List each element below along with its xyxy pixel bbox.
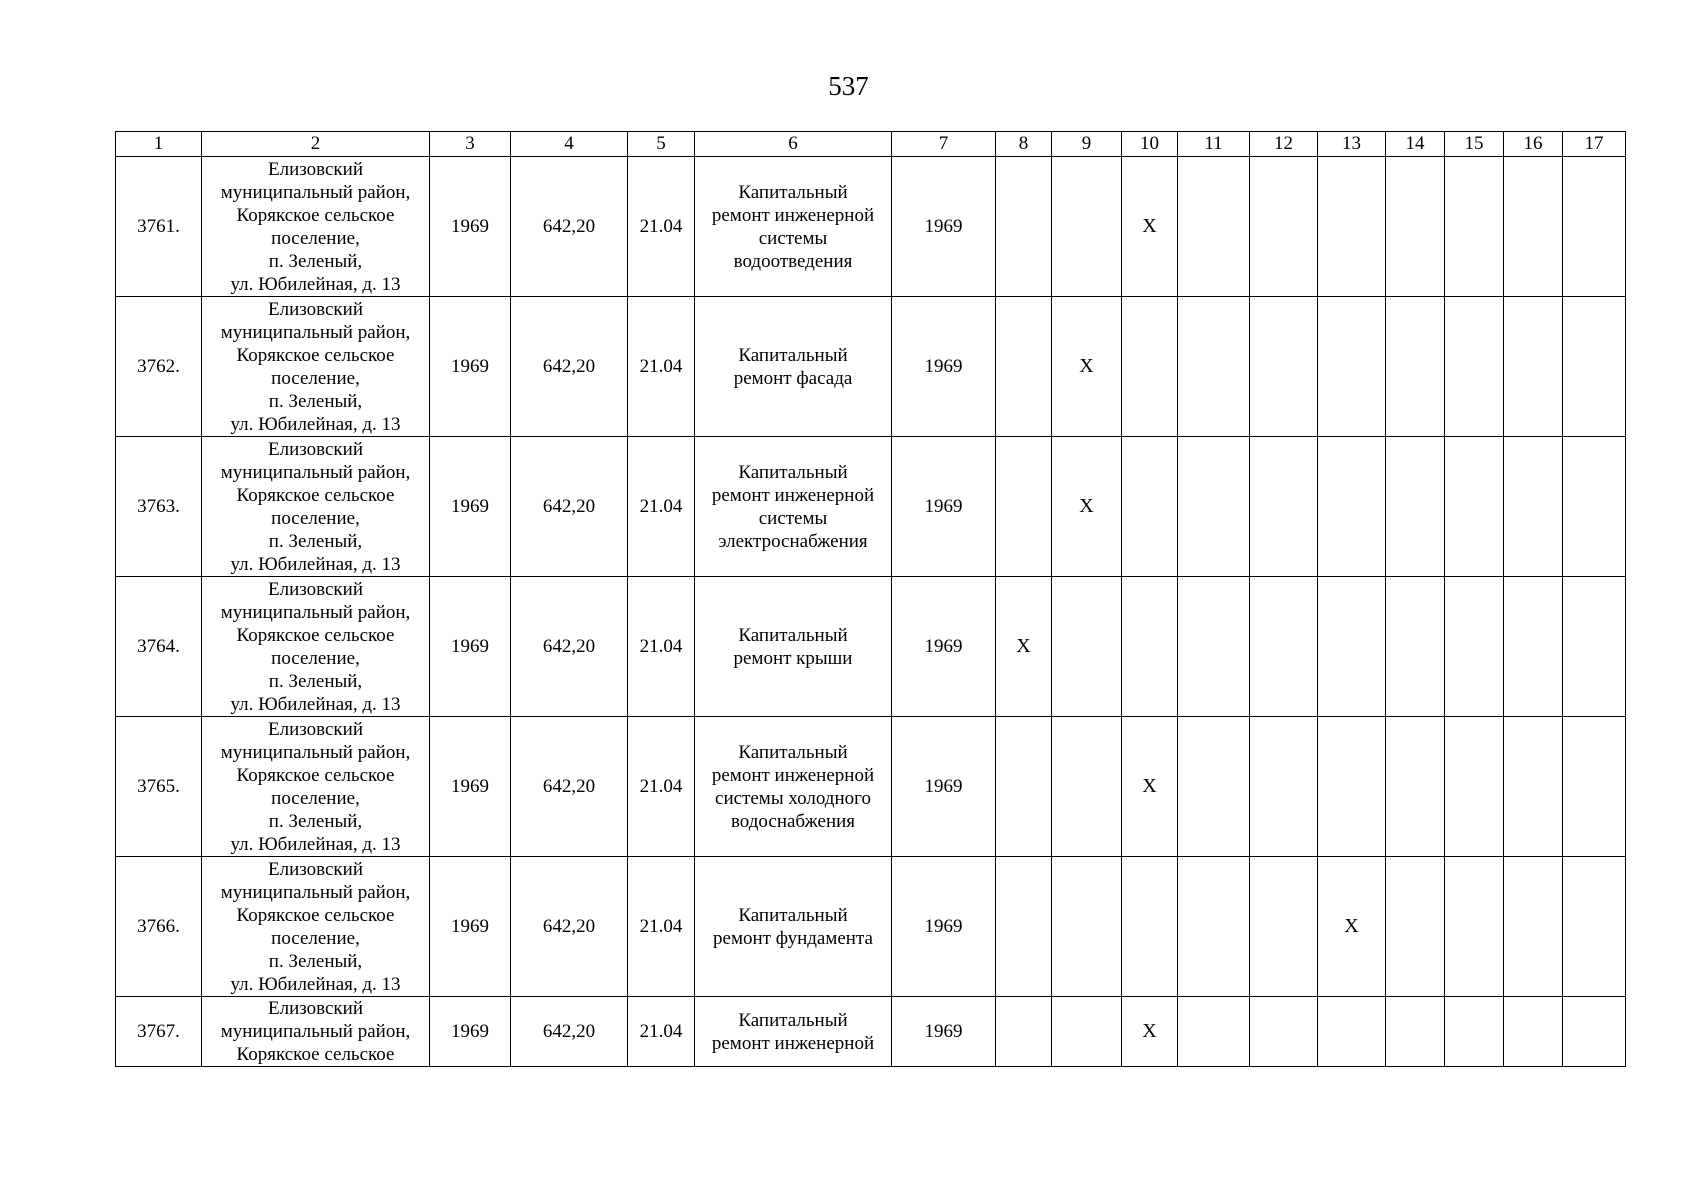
column-header: 14 [1386,132,1445,157]
table-header-row [116,132,1626,157]
column-12-cell [1250,577,1318,717]
column-15-cell [1445,297,1504,437]
percent-cell: 21.04 [628,577,695,717]
column-header: 5 [628,132,695,157]
column-11-cell [1178,857,1250,997]
area-cell: 642,20 [511,577,628,717]
table-row [116,857,1626,997]
column-header: 17 [1563,132,1626,157]
column-16-cell [1504,577,1563,717]
table-row [116,297,1626,437]
column-10-cell [1122,437,1178,577]
column-14-cell [1386,997,1445,1067]
table-body [116,157,1626,1067]
column-17-cell [1563,157,1626,297]
row-number-cell: 3764. [116,577,202,717]
column-header: 7 [892,132,996,157]
row-number-cell: 3763. [116,437,202,577]
column-header: 13 [1318,132,1386,157]
column-16-cell [1504,437,1563,577]
area-cell: 642,20 [511,997,628,1067]
row-number-cell: 3766. [116,857,202,997]
column-10-cell [1122,577,1178,717]
column-12-cell [1250,297,1318,437]
repair-year-cell: 1969 [892,297,996,437]
column-17-cell [1563,997,1626,1067]
table-row [116,997,1626,1067]
address-cell: Елизовский муниципальный район, Корякское сельское поселение, п. Зеленый, ул. Юбилейная, д. 13 [202,577,430,717]
row-number-cell: 3767. [116,997,202,1067]
work-type-cell: Капитальный ремонт инженерной системы холодного водоснабжения [695,717,892,857]
repair-year-cell: 1969 [892,997,996,1067]
address-cell: Елизовский муниципальный район, Корякское сельское поселение, п. Зеленый, ул. Юбилейная, д. 13 [202,157,430,297]
column-17-cell [1563,717,1626,857]
column-17-cell [1563,297,1626,437]
table-row [116,157,1626,297]
percent-cell: 21.04 [628,157,695,297]
address-cell: Елизовский муниципальный район, Корякское сельское [202,997,430,1067]
work-type-cell: Капитальный ремонт инженерной [695,997,892,1067]
column-8-cell [996,157,1052,297]
column-15-cell [1445,997,1504,1067]
address-cell: Елизовский муниципальный район, Корякское сельское поселение, п. Зеленый, ул. Юбилейная, д. 13 [202,717,430,857]
column-11-cell [1178,157,1250,297]
column-15-cell [1445,577,1504,717]
x-mark: X [1079,355,1094,377]
year-built-cell: 1969 [430,577,511,717]
column-header: 9 [1052,132,1122,157]
column-10-cell [1122,297,1178,437]
column-15-cell [1445,717,1504,857]
column-14-cell [1386,157,1445,297]
column-16-cell [1504,297,1563,437]
column-10-cell [1122,157,1178,297]
column-17-cell [1563,857,1626,997]
page-number: 537 [828,71,869,101]
column-9-cell [1052,997,1122,1067]
repair-year-cell: 1969 [892,157,996,297]
column-header: 10 [1122,132,1178,157]
column-16-cell [1504,717,1563,857]
column-9-cell [1052,437,1122,577]
x-mark: X [1142,1020,1157,1042]
row-number-cell: 3765. [116,717,202,857]
column-13-cell [1318,857,1386,997]
work-type-cell: Капитальный ремонт фасада [695,297,892,437]
column-11-cell [1178,577,1250,717]
column-11-cell [1178,297,1250,437]
column-10-cell [1122,717,1178,857]
column-11-cell [1178,997,1250,1067]
column-10-cell [1122,997,1178,1067]
area-cell: 642,20 [511,437,628,577]
table-row [116,717,1626,857]
column-header: 8 [996,132,1052,157]
column-14-cell [1386,577,1445,717]
column-13-cell [1318,997,1386,1067]
column-9-cell [1052,717,1122,857]
repair-year-cell: 1969 [892,577,996,717]
column-13-cell [1318,717,1386,857]
column-8-cell [996,577,1052,717]
column-9-cell [1052,857,1122,997]
column-14-cell [1386,437,1445,577]
row-number-cell: 3761. [116,157,202,297]
repair-year-cell: 1969 [892,437,996,577]
column-11-cell [1178,437,1250,577]
x-mark: X [1079,495,1094,517]
column-header: 2 [202,132,430,157]
row-number-cell: 3762. [116,297,202,437]
percent-cell: 21.04 [628,997,695,1067]
address-cell: Елизовский муниципальный район, Корякское сельское поселение, п. Зеленый, ул. Юбилейная, д. 13 [202,857,430,997]
column-16-cell [1504,157,1563,297]
column-14-cell [1386,857,1445,997]
column-9-cell [1052,157,1122,297]
area-cell: 642,20 [511,717,628,857]
column-12-cell [1250,157,1318,297]
column-17-cell [1563,577,1626,717]
column-16-cell [1504,857,1563,997]
year-built-cell: 1969 [430,437,511,577]
column-15-cell [1445,857,1504,997]
table-row [116,577,1626,717]
column-17-cell [1563,437,1626,577]
column-12-cell [1250,857,1318,997]
column-16-cell [1504,997,1563,1067]
year-built-cell: 1969 [430,997,511,1067]
area-cell: 642,20 [511,157,628,297]
year-built-cell: 1969 [430,297,511,437]
column-header: 11 [1178,132,1250,157]
column-header: 4 [511,132,628,157]
column-10-cell [1122,857,1178,997]
column-8-cell [996,997,1052,1067]
column-9-cell [1052,297,1122,437]
column-8-cell [996,297,1052,437]
work-type-cell: Капитальный ремонт инженерной системы водоотведения [695,157,892,297]
column-14-cell [1386,717,1445,857]
year-built-cell: 1969 [430,857,511,997]
percent-cell: 21.04 [628,857,695,997]
column-header: 1 [116,132,202,157]
column-8-cell [996,857,1052,997]
capital-repair-table [115,131,1626,1067]
year-built-cell: 1969 [430,717,511,857]
column-header: 6 [695,132,892,157]
column-13-cell [1318,157,1386,297]
column-12-cell [1250,437,1318,577]
column-header: 15 [1445,132,1504,157]
column-8-cell [996,717,1052,857]
address-cell: Елизовский муниципальный район, Корякское сельское поселение, п. Зеленый, ул. Юбилейная, д. 13 [202,297,430,437]
percent-cell: 21.04 [628,297,695,437]
column-12-cell [1250,717,1318,857]
column-9-cell [1052,577,1122,717]
column-8-cell [996,437,1052,577]
column-13-cell [1318,297,1386,437]
work-type-cell: Капитальный ремонт крыши [695,577,892,717]
work-type-cell: Капитальный ремонт фундамента [695,857,892,997]
column-header: 3 [430,132,511,157]
area-cell: 642,20 [511,857,628,997]
column-13-cell [1318,437,1386,577]
x-mark: X [1344,915,1359,937]
column-11-cell [1178,717,1250,857]
column-15-cell [1445,157,1504,297]
address-cell: Елизовский муниципальный район, Корякское сельское поселение, п. Зеленый, ул. Юбилейная, д. 13 [202,437,430,577]
work-type-cell: Капитальный ремонт инженерной системы электроснабжения [695,437,892,577]
column-header: 12 [1250,132,1318,157]
column-12-cell [1250,997,1318,1067]
column-13-cell [1318,577,1386,717]
column-header: 16 [1504,132,1563,157]
percent-cell: 21.04 [628,717,695,857]
percent-cell: 21.04 [628,437,695,577]
column-15-cell [1445,437,1504,577]
x-mark: X [1142,775,1157,797]
year-built-cell: 1969 [430,157,511,297]
x-mark: X [1016,635,1031,657]
repair-year-cell: 1969 [892,857,996,997]
column-14-cell [1386,297,1445,437]
table-row [116,437,1626,577]
x-mark: X [1142,215,1157,237]
area-cell: 642,20 [511,297,628,437]
repair-year-cell: 1969 [892,717,996,857]
